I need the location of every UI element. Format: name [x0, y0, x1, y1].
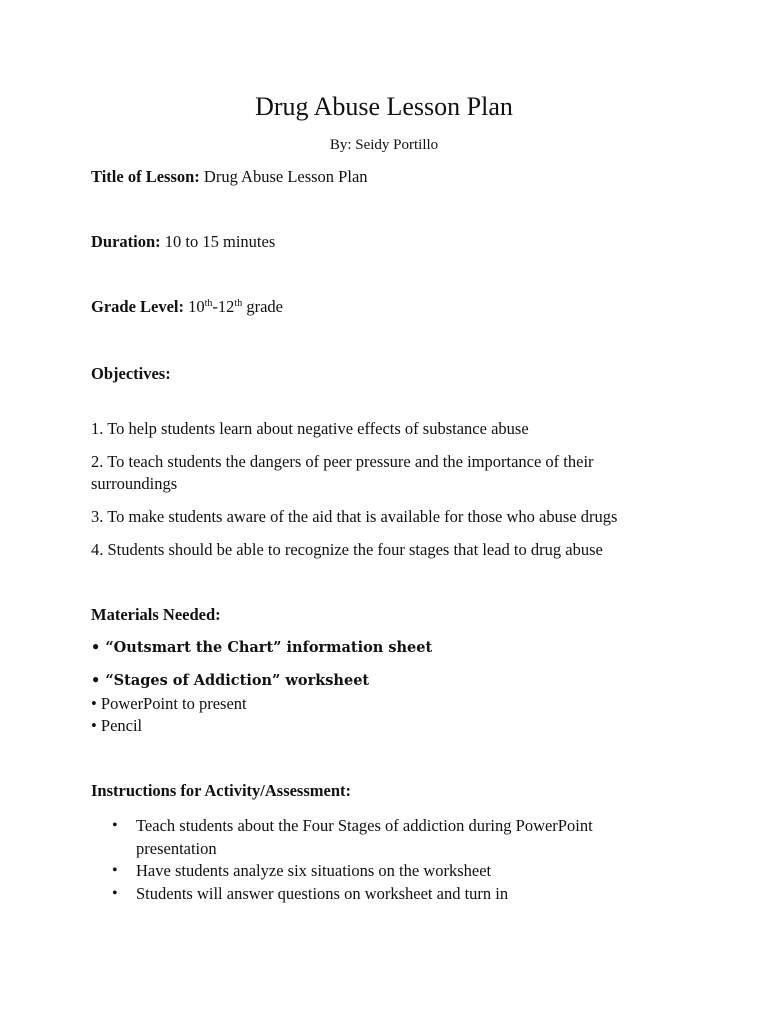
material-item: • “Stages of Addiction” worksheet	[91, 672, 370, 689]
list-item	[112, 883, 672, 906]
duration-row	[91, 231, 275, 253]
duration-value: 10 to 15 minutes	[160, 232, 276, 251]
grade-to: -12	[212, 297, 235, 316]
list-item	[112, 815, 672, 860]
materials-heading: Materials Needed:	[91, 605, 221, 624]
material-item: • “Outsmart the Chart” information sheet	[91, 639, 433, 656]
lesson-title-row	[91, 166, 368, 188]
bullet-icon: •	[112, 817, 118, 834]
bullet-icon: •	[112, 862, 118, 879]
duration-label: Duration:	[91, 232, 161, 251]
grade-level-row	[91, 296, 283, 318]
objective-item: 2. To teach students the dangers of peer pressure and the importance of their surroundings	[91, 452, 594, 493]
grade-to-suffix: th	[234, 298, 243, 309]
instruction-text: Have students analyze six situations on the worksheet	[136, 861, 492, 880]
lesson-title-label: Title of Lesson:	[91, 167, 200, 186]
objective-item: 4. Students should be able to recognize the four stages that lead to drug abuse	[91, 540, 603, 559]
instructions-list	[112, 815, 672, 905]
grade-from: 10	[184, 297, 205, 316]
grade-word: grade	[242, 297, 283, 316]
list-item	[112, 860, 672, 883]
material-item: • Pencil	[91, 716, 143, 735]
author-byline: By: Seidy Portillo	[329, 137, 439, 153]
material-item: • PowerPoint to present	[91, 694, 247, 713]
bullet-icon: •	[112, 884, 118, 902]
objective-item: 3. To make students aware of the aid that is available for those who abuse drugs	[91, 507, 618, 526]
instruction-text: Students will answer questions on worksheet and turn in	[136, 883, 509, 903]
instructions-heading: Instructions for Activity/Assessment:	[91, 781, 352, 800]
grade-level-label: Grade Level:	[91, 297, 185, 316]
objectives-heading: Objectives:	[91, 364, 171, 383]
objective-item: 1. To help students learn about negative effects of substance abuse	[91, 419, 529, 438]
instruction-text: Teach students about the Four Stages of addiction during PowerPoint presentation	[136, 816, 593, 858]
lesson-title-value: Drug Abuse Lesson Plan	[199, 167, 368, 186]
grade-from-suffix: th	[204, 298, 213, 309]
document-title: Drug Abuse Lesson Plan	[255, 92, 513, 121]
